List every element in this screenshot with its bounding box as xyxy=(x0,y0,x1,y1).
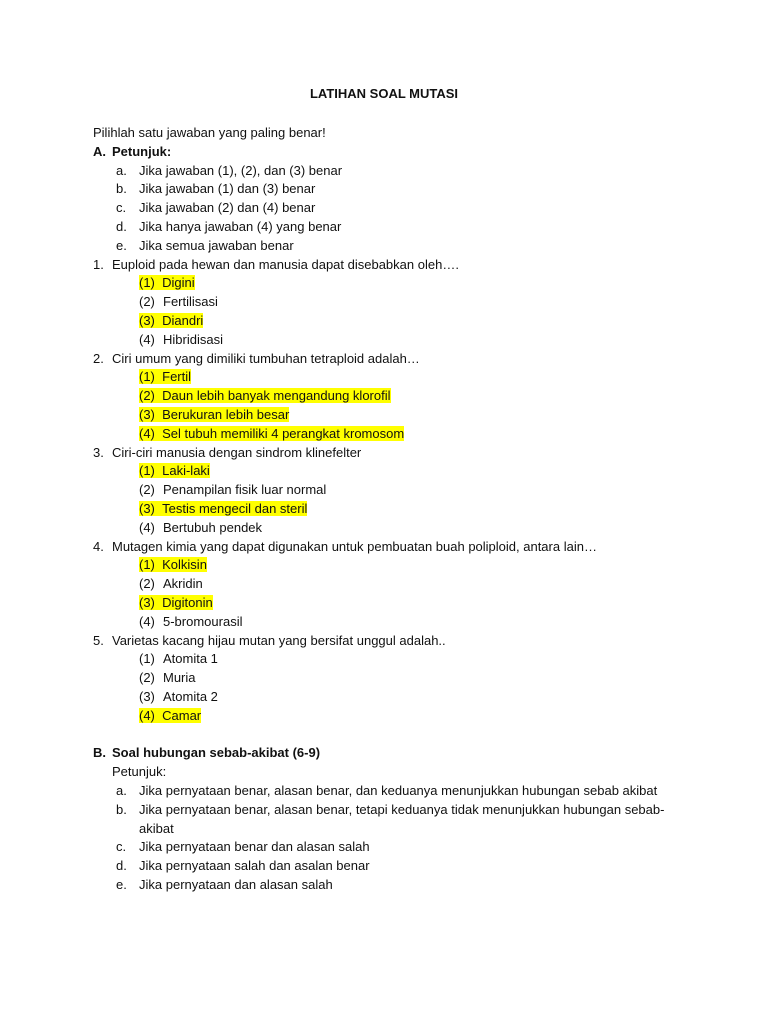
question-number: 5. xyxy=(93,633,104,648)
section-b-subheading xyxy=(112,762,166,781)
option-number: (4) xyxy=(139,614,155,629)
answer-option xyxy=(139,424,404,443)
answer-option xyxy=(139,405,289,424)
highlighted-answer xyxy=(139,407,289,422)
option-number: (2) xyxy=(139,388,155,403)
item-marker: e. xyxy=(116,877,127,892)
highlighted-answer xyxy=(139,708,201,723)
question-number: 2. xyxy=(93,351,104,366)
option-number: (3) xyxy=(139,689,155,704)
item-marker: c. xyxy=(116,200,127,215)
item-marker: e. xyxy=(116,238,127,253)
question-number: 3. xyxy=(93,445,104,460)
answer-option xyxy=(139,706,201,725)
answer-option xyxy=(139,461,210,480)
item-text: Jika pernyataan benar, alasan benar, dan keduanya menunjukkan hubungan sebab akibat xyxy=(139,783,658,798)
highlighted-answer xyxy=(139,388,391,403)
item-text: Jika jawaban (1), (2), dan (3) benar xyxy=(139,163,343,178)
option-text: Sel tubuh memiliki 4 perangkat kromosom xyxy=(162,426,405,441)
question-text: Mutagen kimia yang dapat digunakan untuk pembuatan buah poliploid, antara lain… xyxy=(112,539,597,554)
option-number: (3) xyxy=(139,501,155,516)
item-marker: c. xyxy=(116,839,127,854)
highlighted-answer xyxy=(139,463,210,478)
option-number: (1) xyxy=(139,369,155,384)
highlighted-answer xyxy=(139,313,203,328)
option-number: (2) xyxy=(139,482,155,497)
item-text: Jika hanya jawaban (4) yang benar xyxy=(139,219,342,234)
option-text: Daun lebih banyak mengandung klorofil xyxy=(162,388,391,403)
section-b-title: Soal hubungan sebab-akibat (6-9) xyxy=(112,745,321,760)
option-number: (3) xyxy=(139,313,155,328)
highlighted-answer xyxy=(139,501,307,516)
question-text: Varietas kacang hijau mutan yang bersifat unggul adalah.. xyxy=(112,633,446,648)
answer-option xyxy=(139,311,203,330)
option-number: (1) xyxy=(139,651,155,666)
item-marker: d. xyxy=(116,219,127,234)
item-marker: b. xyxy=(116,802,127,817)
answer-option xyxy=(139,593,213,612)
option-number: (4) xyxy=(139,520,155,535)
option-number: (2) xyxy=(139,294,155,309)
section-b-label: B. xyxy=(93,745,106,760)
answer-option xyxy=(139,273,195,292)
highlighted-answer xyxy=(139,275,195,290)
option-text: Muria xyxy=(163,670,196,685)
answer-option xyxy=(139,386,391,405)
option-number: (2) xyxy=(139,576,155,591)
instruction-line xyxy=(93,123,326,142)
highlighted-answer xyxy=(139,557,207,572)
page-title: LATIHAN SOAL MUTASI xyxy=(309,86,459,101)
section-a-title: Petunjuk: xyxy=(112,144,172,159)
item-marker: a. xyxy=(116,783,127,798)
item-text: Jika pernyataan dan alasan salah xyxy=(139,877,333,892)
item-marker: d. xyxy=(116,858,127,873)
answer-option xyxy=(139,555,207,574)
option-text: Digini xyxy=(162,275,195,290)
option-number: (3) xyxy=(139,407,155,422)
option-number: (1) xyxy=(139,463,155,478)
option-number: (2) xyxy=(139,670,155,685)
option-text: Atomita 1 xyxy=(163,651,218,666)
option-text: Camar xyxy=(162,708,202,723)
option-text: Hibridisasi xyxy=(163,332,223,347)
option-text: Bertubuh pendek xyxy=(163,520,263,535)
item-marker: a. xyxy=(116,163,127,178)
option-number: (3) xyxy=(139,595,155,610)
item-text: Jika jawaban (1) dan (3) benar xyxy=(139,181,316,196)
question-text: Euploid pada hewan dan manusia dapat disebabkan oleh…. xyxy=(112,257,459,272)
option-number: (4) xyxy=(139,332,155,347)
item-text: Jika pernyataan salah dan asalan benar xyxy=(139,858,370,873)
section-a-label: A. xyxy=(93,144,106,159)
answer-option xyxy=(139,499,307,518)
item-text: Jika pernyataan benar dan alasan salah xyxy=(139,839,370,854)
option-text: 5-bromourasil xyxy=(163,614,243,629)
item-text: Jika pernyataan benar, alasan benar, tetapi keduanya tidak menunjukkan hubungan sebab- xyxy=(139,802,665,817)
highlighted-answer xyxy=(139,369,191,384)
question-text: Ciri-ciri manusia dengan sindrom klinefelter xyxy=(112,445,362,460)
option-text: Testis mengecil dan steril xyxy=(162,501,308,516)
option-text: Fertilisasi xyxy=(163,294,218,309)
option-text: Atomita 2 xyxy=(163,689,218,704)
item-text: Jika jawaban (2) dan (4) benar xyxy=(139,200,316,215)
highlighted-answer xyxy=(139,426,404,441)
question-number: 4. xyxy=(93,539,104,554)
option-number: (4) xyxy=(139,708,155,723)
item-text: akibat xyxy=(139,821,174,836)
item-marker: b. xyxy=(116,181,127,196)
option-number: (4) xyxy=(139,426,155,441)
answer-option xyxy=(139,367,191,386)
option-text: Laki-laki xyxy=(162,463,210,478)
question-text: Ciri umum yang dimiliki tumbuhan tetraploid adalah… xyxy=(112,351,420,366)
option-text: Fertil xyxy=(162,369,192,384)
option-number: (1) xyxy=(139,557,155,572)
section-b-subtitle: Petunjuk: xyxy=(112,764,167,779)
option-number: (1) xyxy=(139,275,155,290)
question-number: 1. xyxy=(93,257,104,272)
instruction-text: Pilihlah satu jawaban yang paling benar! xyxy=(93,125,326,140)
option-text: Berukuran lebih besar xyxy=(162,407,290,422)
option-text: Akridin xyxy=(163,576,203,591)
option-text: Digitonin xyxy=(162,595,213,610)
option-text: Penampilan fisik luar normal xyxy=(163,482,327,497)
option-text: Diandri xyxy=(162,313,204,328)
highlighted-answer xyxy=(139,595,213,610)
item-text: Jika semua jawaban benar xyxy=(139,238,294,253)
option-text: Kolkisin xyxy=(162,557,207,572)
